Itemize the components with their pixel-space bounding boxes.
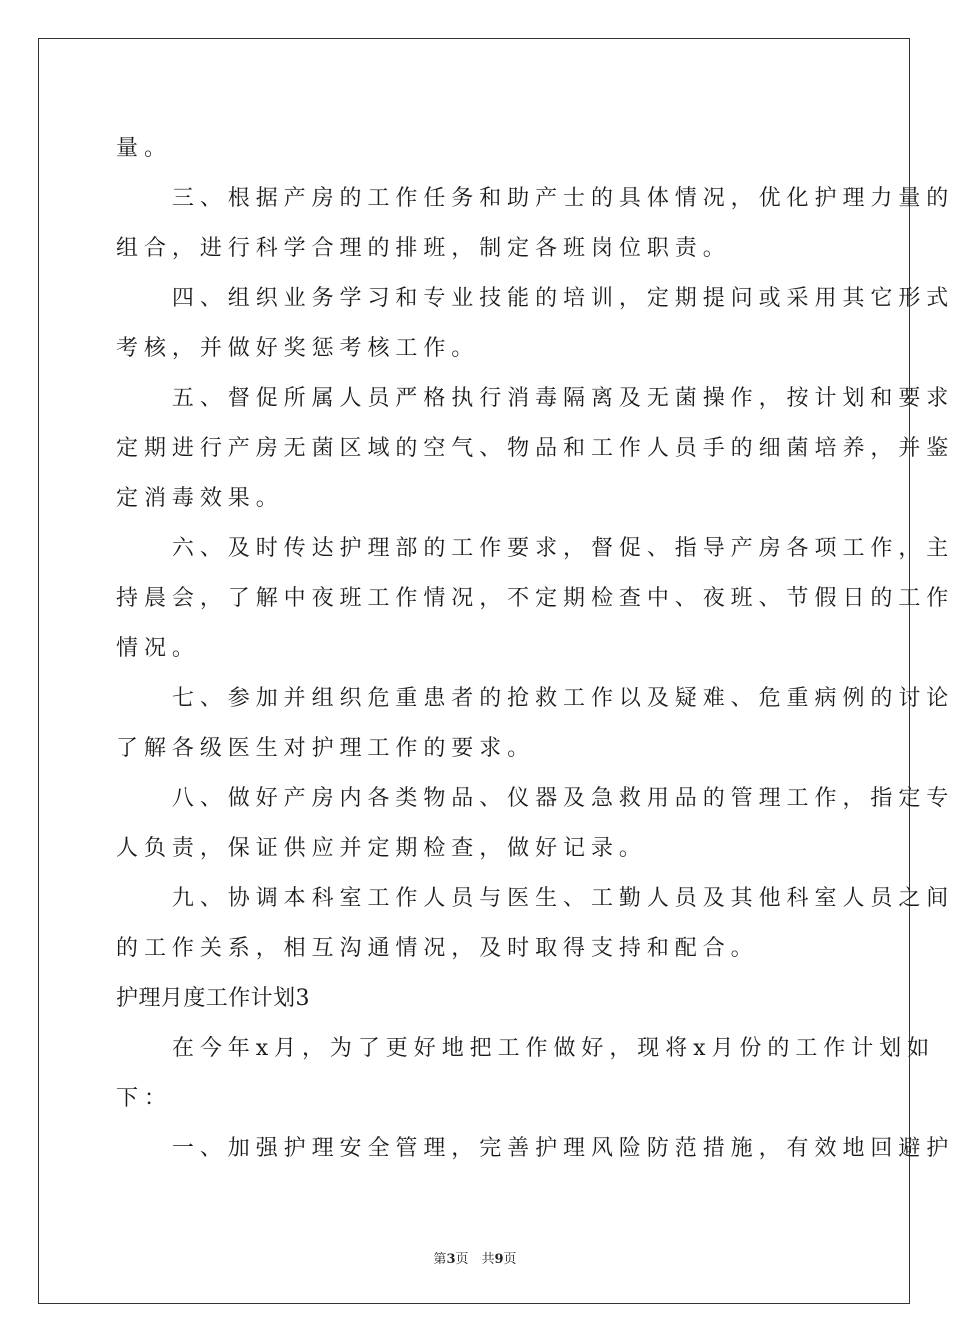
text-line: 五、督促所属人员严格执行消毒隔离及无菌操作，按计划和要求 (116, 386, 954, 411)
text-line: 在今年x月，为了更好地把工作做好，现将x月份的工作计划如 (116, 1036, 936, 1061)
section-heading: 护理月度工作计划3 (116, 986, 310, 1011)
text-line: 组合，进行科学合理的排班，制定各班岗位职责。 (116, 236, 731, 261)
text-line: 量。 (116, 136, 172, 161)
page-prefix: 第 (433, 1252, 447, 1267)
text-line: 考核，并做好奖惩考核工作。 (116, 336, 480, 361)
page-total-suffix: 页 (503, 1252, 517, 1267)
page-footer (0, 1248, 950, 1267)
text-line: 一、加强护理安全管理，完善护理风险防范措施，有效地回避护 (116, 1136, 954, 1161)
text-line: 九、协调本科室工作人员与医生、工勤人员及其他科室人员之间 (116, 886, 954, 911)
page-total-number: 9 (494, 1252, 504, 1267)
text-line: 八、做好产房内各类物品、仪器及急救用品的管理工作，指定专 (116, 786, 954, 811)
text-line: 持晨会，了解中夜班工作情况，不定期检查中、夜班、节假日的工作 (116, 586, 954, 611)
text-line: 四、组织业务学习和专业技能的培训，定期提问或采用其它形式 (116, 286, 954, 311)
text-line: 六、及时传达护理部的工作要求，督促、指导产房各项工作，主 (116, 536, 954, 561)
text-line: 定期进行产房无菌区域的空气、物品和工作人员手的细菌培养，并鉴 (116, 436, 954, 461)
text-line: 七、参加并组织危重患者的抢救工作以及疑难、危重病例的讨论 (116, 686, 954, 711)
text-line: 人负责，保证供应并定期检查，做好记录。 (116, 836, 647, 861)
page-suffix: 页 共 (455, 1252, 495, 1267)
text-line: 情况。 (116, 636, 200, 661)
page-current-number: 3 (446, 1252, 456, 1267)
text-line: 下： (116, 1086, 172, 1111)
text-line: 的工作关系，相互沟通情况，及时取得支持和配合。 (116, 936, 759, 961)
text-line: 定消毒效果。 (116, 486, 284, 511)
text-line: 了解各级医生对护理工作的要求。 (116, 736, 536, 761)
text-line: 三、根据产房的工作任务和助产士的具体情况，优化护理力量的 (116, 186, 954, 211)
document-body (116, 124, 954, 1174)
